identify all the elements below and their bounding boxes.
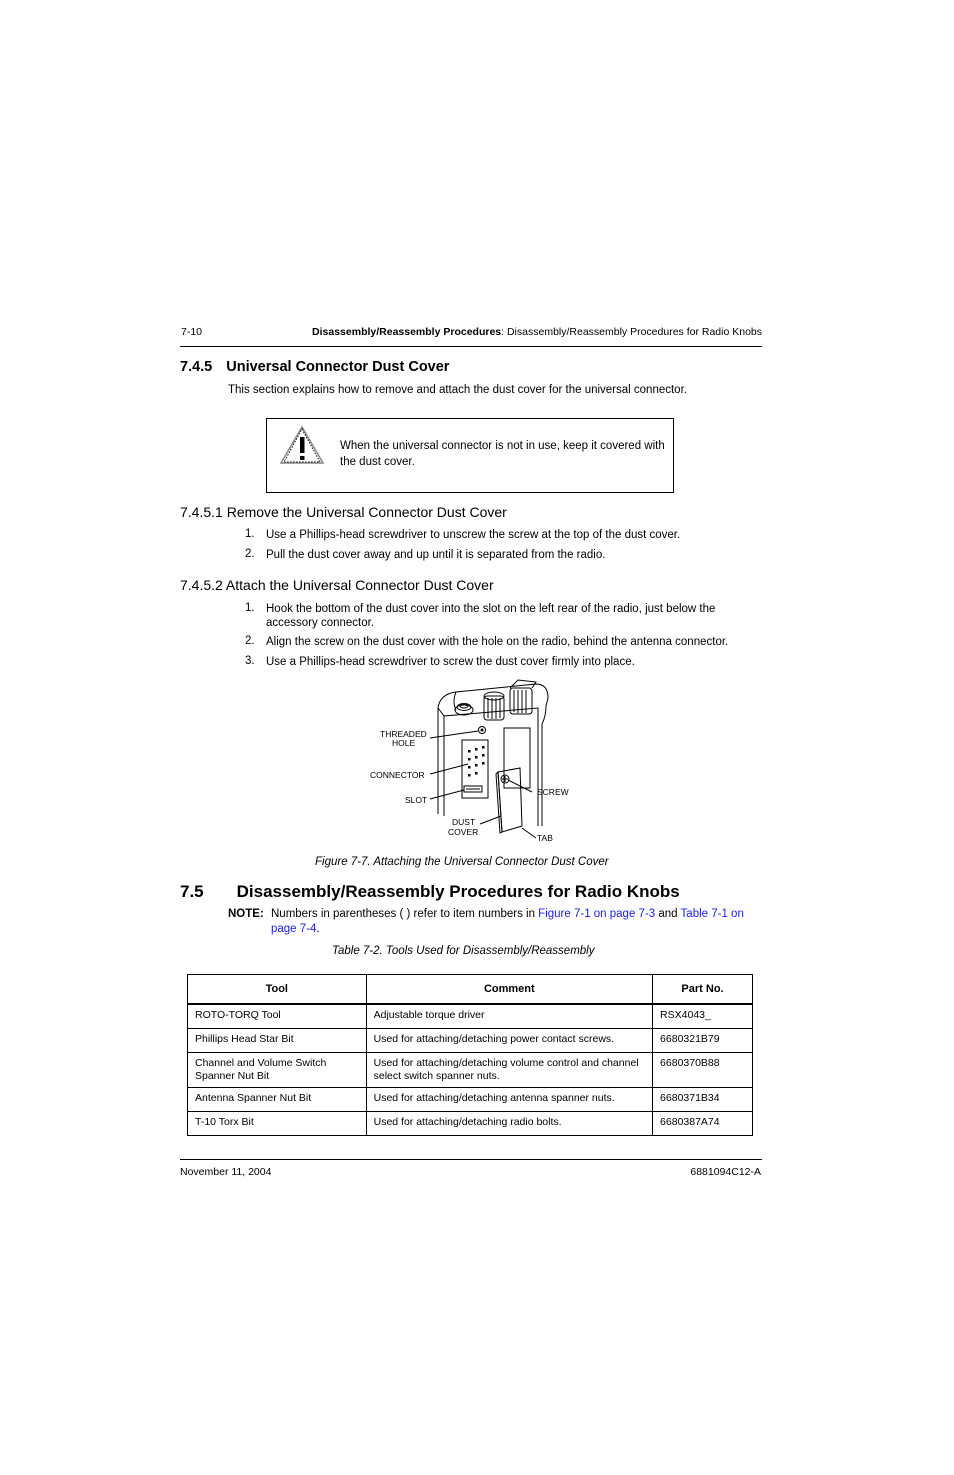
label-screw: SCREW <box>537 787 569 797</box>
label-cover: COVER <box>448 827 479 837</box>
section-745-number: 7.4.5 <box>180 359 213 375</box>
cell-comment: Used for attaching/detaching antenna spanner nuts. <box>366 1088 652 1112</box>
label-dust: DUST <box>452 817 476 827</box>
table-row <box>188 1112 753 1136</box>
note-pre: Numbers in parentheses ( ) refer to item numbers in <box>271 908 539 920</box>
step-text: Use a Phillips-head screwdriver to screw the dust cover firmly into place. <box>266 656 635 668</box>
label-threaded: THREADED <box>380 729 427 739</box>
figure-caption: Figure 7-7. Attaching the Universal Connector Dust Cover <box>315 856 609 868</box>
note-mid: and <box>655 908 681 920</box>
cell-comment: Used for attaching/detaching volume control and channel select switch spanner nuts. <box>366 1053 652 1088</box>
label-hole: HOLE <box>392 738 416 748</box>
table-row <box>188 1029 753 1053</box>
figure-7-1-link[interactable]: Figure 7-1 on page 7-3 <box>538 908 656 920</box>
cell-part: RSX4043_ <box>653 1004 753 1029</box>
header-section: : Disassembly/Reassembly Procedures for Radio Knobs <box>501 326 762 338</box>
label-connector: CONNECTOR <box>370 770 425 780</box>
note-end: . <box>316 923 320 935</box>
table-7-1-link[interactable]: Table 7-1 on <box>680 908 744 920</box>
step-number: 1. <box>245 602 255 614</box>
running-header <box>312 326 762 338</box>
table-caption: Table 7-2. Tools Used for Disassembly/Reassembly <box>332 945 595 957</box>
section-745-heading <box>180 359 449 375</box>
cell-part: 6680387A74 <box>653 1112 753 1136</box>
step-text: Pull the dust cover away and up until it is separated from the radio. <box>266 549 606 561</box>
step-text: Use a Phillips-head screwdriver to unscrew the screw at the top of the dust cover. <box>266 529 681 541</box>
header-tool: Tool <box>188 975 367 1005</box>
table-row <box>188 1053 753 1088</box>
section-745-title: Universal Connector Dust Cover <box>226 359 450 375</box>
section-745-intro: This section explains how to remove and attach the dust cover for the universal connector. <box>228 384 687 396</box>
table-row <box>188 1004 753 1029</box>
label-slot: SLOT <box>405 795 428 805</box>
label-tab: TAB <box>537 833 553 843</box>
note-text-line2 <box>271 922 320 937</box>
cell-comment: Used for attaching/detaching radio bolts. <box>366 1112 652 1136</box>
header-part: Part No. <box>653 975 753 1005</box>
tools-table <box>187 974 753 1136</box>
footer-doc-number: 6881094C12-A <box>690 1166 761 1178</box>
cell-comment: Adjustable torque driver <box>366 1004 652 1029</box>
cell-part: 6680370B88 <box>653 1053 753 1088</box>
cell-comment: Used for attaching/detaching power contact screws. <box>366 1029 652 1053</box>
note-text <box>271 907 763 922</box>
step-text: Align the screw on the dust cover with the hole on the radio, behind the antenna connector. <box>266 636 729 648</box>
step-text: Hook the bottom of the dust cover into the slot on the left rear of the radio, just below the accessory connector. <box>266 603 716 629</box>
header-chapter: Disassembly/Reassembly Procedures <box>312 326 502 338</box>
step-number: 2. <box>245 548 255 560</box>
cell-part: 6680371B34 <box>653 1088 753 1112</box>
table-header-row <box>188 975 753 1005</box>
cell-tool: Phillips Head Star Bit <box>188 1029 367 1053</box>
cell-tool: Channel and Volume Switch Spanner Nut Bit <box>188 1053 367 1088</box>
footer-date: November 11, 2004 <box>180 1166 272 1178</box>
caution-text: When the universal connector is not in use, keep it covered with the dust cover. <box>340 440 665 468</box>
caution-box <box>266 418 674 493</box>
table-row <box>188 1088 753 1112</box>
section-75-number: 7.5 <box>180 882 204 901</box>
cell-tool: ROTO-TORQ Tool <box>188 1004 367 1029</box>
section-75-title: Disassembly/Reassembly Procedures for Radio Knobs <box>236 882 680 901</box>
cell-tool: T-10 Torx Bit <box>188 1112 367 1136</box>
header-comment: Comment <box>366 975 652 1005</box>
section-7451-heading: 7.4.5.1 Remove the Universal Connector Dust Cover <box>180 504 507 520</box>
step-number: 3. <box>245 655 255 667</box>
section-75-heading <box>180 882 680 902</box>
section-7452-heading: 7.4.5.2 Attach the Universal Connector Dust Cover <box>180 577 494 593</box>
cell-tool: Antenna Spanner Nut Bit <box>188 1088 367 1112</box>
caution-icon <box>279 425 325 465</box>
cell-part: 6680321B79 <box>653 1029 753 1053</box>
page-number: 7-10 <box>181 326 203 338</box>
note-label: NOTE: <box>228 908 264 920</box>
footer-rule <box>180 1159 762 1160</box>
step-number: 1. <box>245 528 255 540</box>
step-number: 2. <box>245 635 255 647</box>
header-rule <box>180 346 762 347</box>
table-7-1-link-cont[interactable]: page 7-4 <box>271 923 317 935</box>
